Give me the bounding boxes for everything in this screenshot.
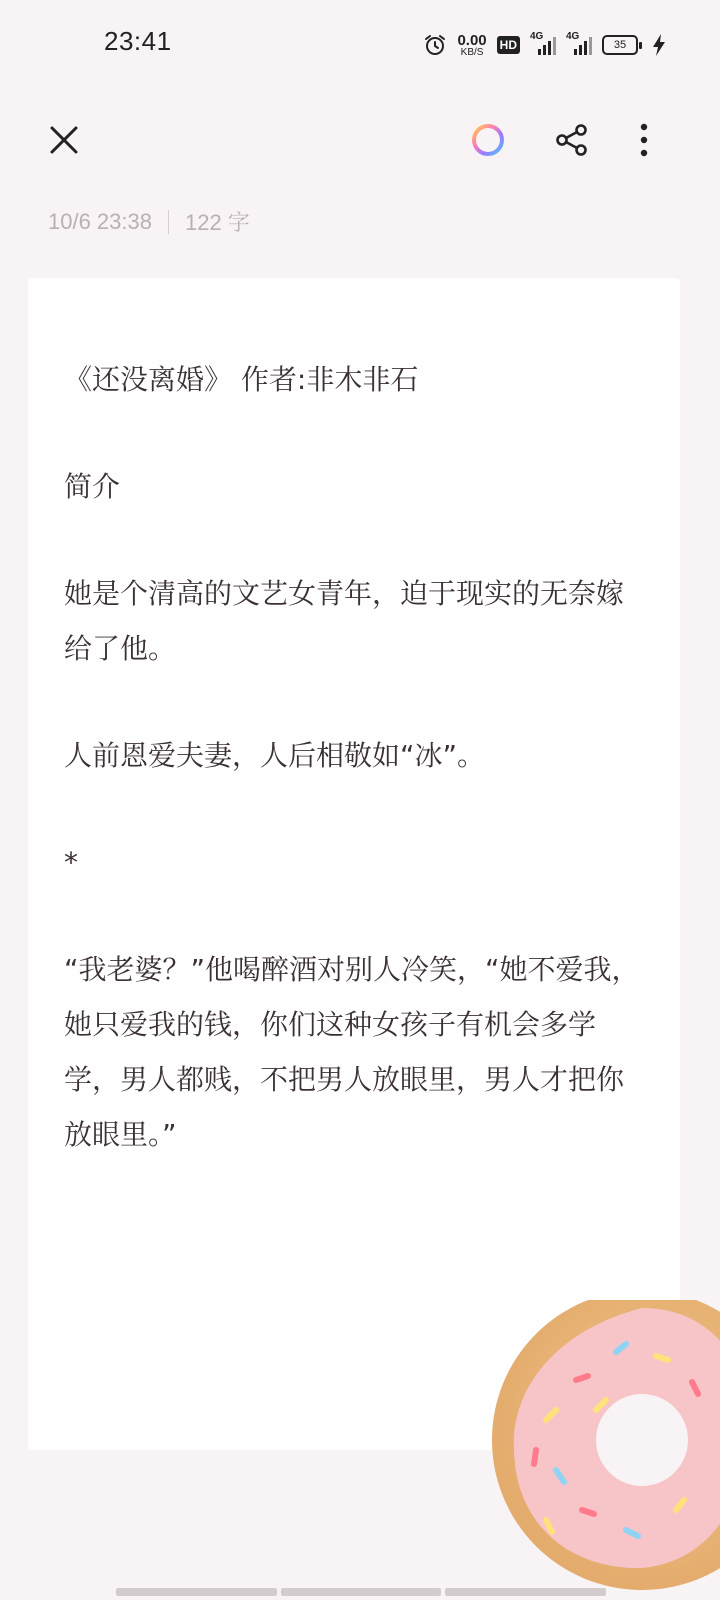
theme-color-icon <box>470 122 506 158</box>
note-word-count: 122 字 <box>184 210 250 235</box>
share-icon <box>554 122 590 158</box>
status-icons <box>423 30 666 60</box>
hd-icon: HD <box>497 36 520 54</box>
note-paragraph: 《还没离婚》 作者:非木非石 <box>64 363 419 396</box>
note-toolbar <box>0 100 720 180</box>
note-paragraph: 人前恩爱夫妻，人后相敬如“冰”。 <box>64 739 486 772</box>
status-bar <box>0 0 720 90</box>
network-speed-value: 0.00 <box>457 31 487 49</box>
battery-icon <box>602 35 642 55</box>
battery-level: 35 <box>602 35 638 55</box>
more-button[interactable] <box>616 112 672 168</box>
theme-color-button[interactable] <box>460 112 516 168</box>
charging-icon <box>652 33 666 57</box>
note-datetime: 10/6 23:38 <box>48 208 152 234</box>
signal-label: 4G <box>530 31 544 42</box>
signal-label: 4G <box>566 31 580 42</box>
note-paragraph: “我老婆？”他喝醉酒对别人冷笑，“她不爱我，她只爱我的钱，你们这种女孩子有机会多学学，男人都贱，不把男人放眼里，男人才把你放眼里。” <box>64 953 640 1151</box>
meta-divider <box>168 210 169 234</box>
close-button[interactable] <box>36 112 92 168</box>
close-icon <box>48 124 80 156</box>
note-paragraph: 简介 <box>64 470 121 503</box>
gesture-bar <box>116 1588 606 1596</box>
note-meta <box>48 206 250 237</box>
signal-icon <box>530 33 556 57</box>
note-paragraph: 她是个清高的文艺女青年，迫于现实的无奈嫁给了他。 <box>64 577 625 665</box>
alarm-icon <box>423 33 447 57</box>
more-icon <box>638 122 650 158</box>
note-paragraph: * <box>64 846 78 879</box>
donut-sticker <box>486 1300 720 1600</box>
network-speed <box>457 33 486 58</box>
status-time: 23:41 <box>104 26 172 56</box>
share-button[interactable] <box>544 112 600 168</box>
note-content[interactable] <box>64 352 644 1214</box>
network-speed-unit: KB/S <box>460 46 484 58</box>
signal-icon <box>566 33 592 57</box>
